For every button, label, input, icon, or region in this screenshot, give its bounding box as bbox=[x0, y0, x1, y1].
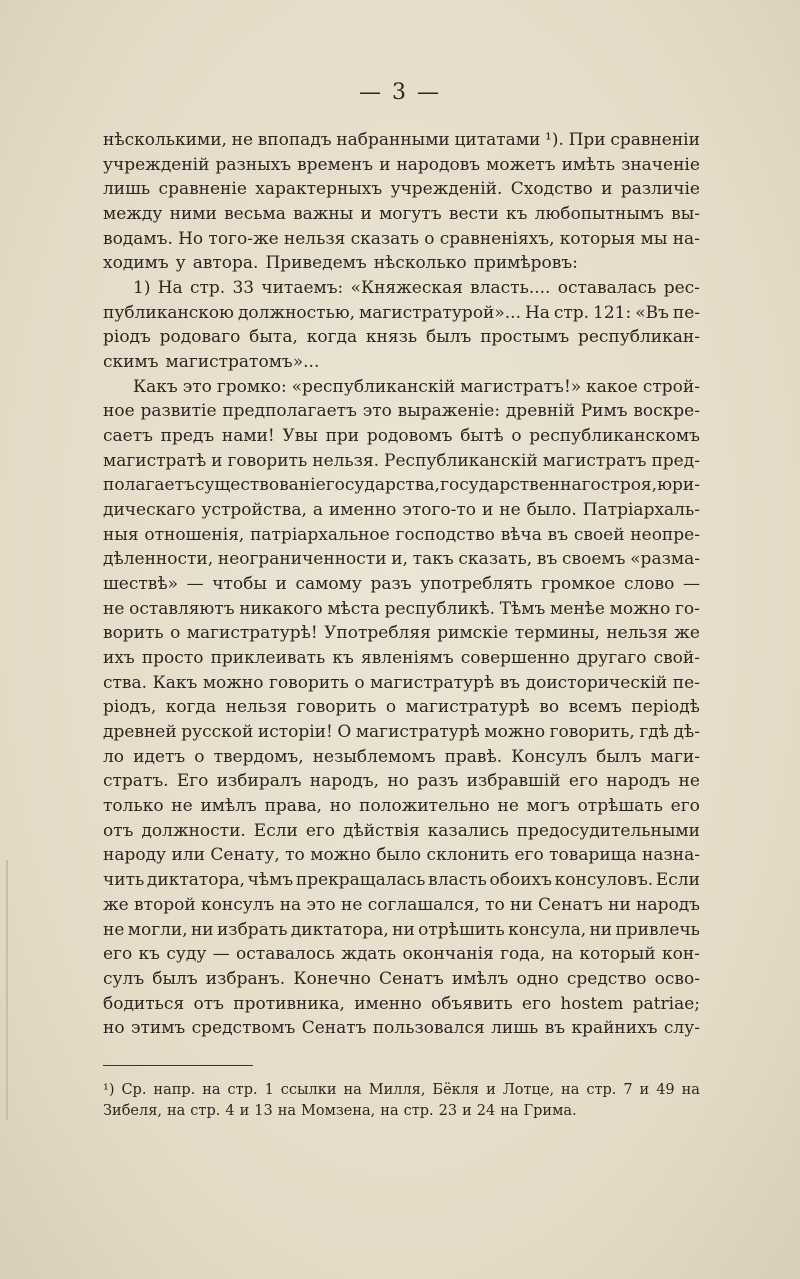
body-line: народу или Сенату, то можно было склонить его товарища назна- bbox=[103, 845, 700, 866]
body-line: ихъ просто приклеивать къ явленіямъ совершенно другаго свой- bbox=[103, 648, 700, 669]
body-line: ріодъ родоваго быта, когда князь былъ простымъ республикан- bbox=[103, 327, 700, 348]
body-line: ства. Какъ можно говорить о магистратурѣ въ доисторическій пе- bbox=[103, 672, 700, 693]
body-line: ныя отношенія, патріархальное господство вѣча въ своей неопре- bbox=[103, 524, 700, 545]
body-line: саетъ предъ нами! Увы при родовомъ бытѣ о республиканскомъ bbox=[103, 426, 700, 447]
body-line: стратъ. Его избиралъ народъ, но разъ избравшій его народъ не bbox=[103, 771, 700, 792]
body-line: скимъ магистратомъ»... bbox=[103, 352, 320, 373]
body-line: только не имѣлъ права, но положительно не могъ отрѣшать его bbox=[103, 796, 700, 817]
body-line: между ними весьма важны и могутъ вести къ любопытнымъ вы- bbox=[103, 204, 700, 225]
body-line: ло идетъ о твердомъ, незыблемомъ правѣ. Консулъ былъ маги- bbox=[103, 746, 700, 767]
body-line: сулъ былъ избранъ. Конечно Сенатъ имѣлъ одно средство осво- bbox=[103, 968, 700, 989]
footnote-line: ¹) Ср. напр. на стр. 1 ссылки на Милля, Бёкля и Лотце, на стр. 7 и 49 на bbox=[103, 1082, 700, 1098]
body-line: отъ должности. Если его дѣйствія казались предосудительными bbox=[103, 820, 700, 841]
body-text bbox=[103, 128, 700, 1041]
body-line: но этимъ средствомъ Сенатъ пользовался лишь въ крайнихъ слу- bbox=[103, 1018, 700, 1039]
body-line: Какъ это громко: «республиканскій магистратъ!» какое строй- bbox=[133, 376, 700, 397]
body-line: дическаго устройства, а именно этого-то и не было. Патріархаль- bbox=[103, 500, 700, 521]
body-line: же второй консулъ на это не соглашался, то ни Сенатъ ни народъ bbox=[103, 894, 700, 915]
body-line: публиканскою должностью, магистратурой»... На стр. 121: «Въ пе- bbox=[103, 302, 700, 323]
body-line: лишь сравненіе характерныхъ учрежденій. Сходство и различіе bbox=[103, 179, 700, 200]
page-number: — 3 — bbox=[359, 80, 441, 105]
body-line: магистратѣ и говорить нельзя. Республиканскій магистратъ пред- bbox=[103, 450, 700, 471]
body-line: водамъ. Но того-же нельзя сказать о сравненіяхъ, которыя мы на- bbox=[103, 228, 700, 249]
body-line: древней русской исторіи! О магистратурѣ можно говорить, гдѣ дѣ- bbox=[103, 722, 700, 743]
body-line: чить диктатора, чѣмъ прекращалась власть обоихъ консуловъ. Если bbox=[103, 870, 700, 891]
body-line: не могли, ни избрать диктатора, ни отрѣшить консула, ни привлечь bbox=[103, 919, 700, 940]
footnote bbox=[103, 1080, 700, 1122]
page-edge-shadow bbox=[6, 860, 8, 1120]
body-line: ворить о магистратурѣ! Употребляя римскіе термины, нельзя же bbox=[103, 623, 700, 644]
body-line: не оставляютъ никакого мѣста республикѣ. Тѣмъ менѣе можно го- bbox=[103, 598, 700, 619]
body-line: шествѣ» — чтобы и самому разъ употреблять громкое слово — bbox=[103, 574, 700, 595]
body-line: учрежденій разныхъ временъ и народовъ можетъ имѣть значеніе bbox=[103, 154, 700, 175]
body-line: дѣленности, неограниченности и, такъ сказать, въ своемъ «разма- bbox=[103, 549, 700, 570]
footnote-divider bbox=[103, 1065, 253, 1066]
body-line: ріодъ, когда нельзя говорить о магистратурѣ во всемъ періодѣ bbox=[103, 697, 700, 718]
body-line: ходимъ у автора. Приведемъ нѣсколько примѣровъ: bbox=[103, 253, 578, 274]
body-line: полагаетъ существованіе государства, государственнаго строя, юри- bbox=[103, 475, 700, 496]
body-line: 1) На стр. 33 читаемъ: «Княжеская власть.... оставалась рес- bbox=[133, 278, 700, 299]
body-line: нѣсколькими, не впопадъ набранными цитатами ¹). При сравненіи bbox=[103, 130, 700, 150]
body-line: его къ суду — оставалось ждать окончанія года, на который кон- bbox=[103, 944, 700, 965]
body-line: ное развитіе предполагаетъ это выраженіе: древній Римъ воскре- bbox=[103, 401, 700, 422]
footnote-line: Зибеля, на стр. 4 и 13 на Момзена, на стр. 23 и 24 на Грима. bbox=[103, 1103, 577, 1119]
body-line: бодиться отъ противника, именно объявить его hostem patriae; bbox=[103, 993, 700, 1014]
